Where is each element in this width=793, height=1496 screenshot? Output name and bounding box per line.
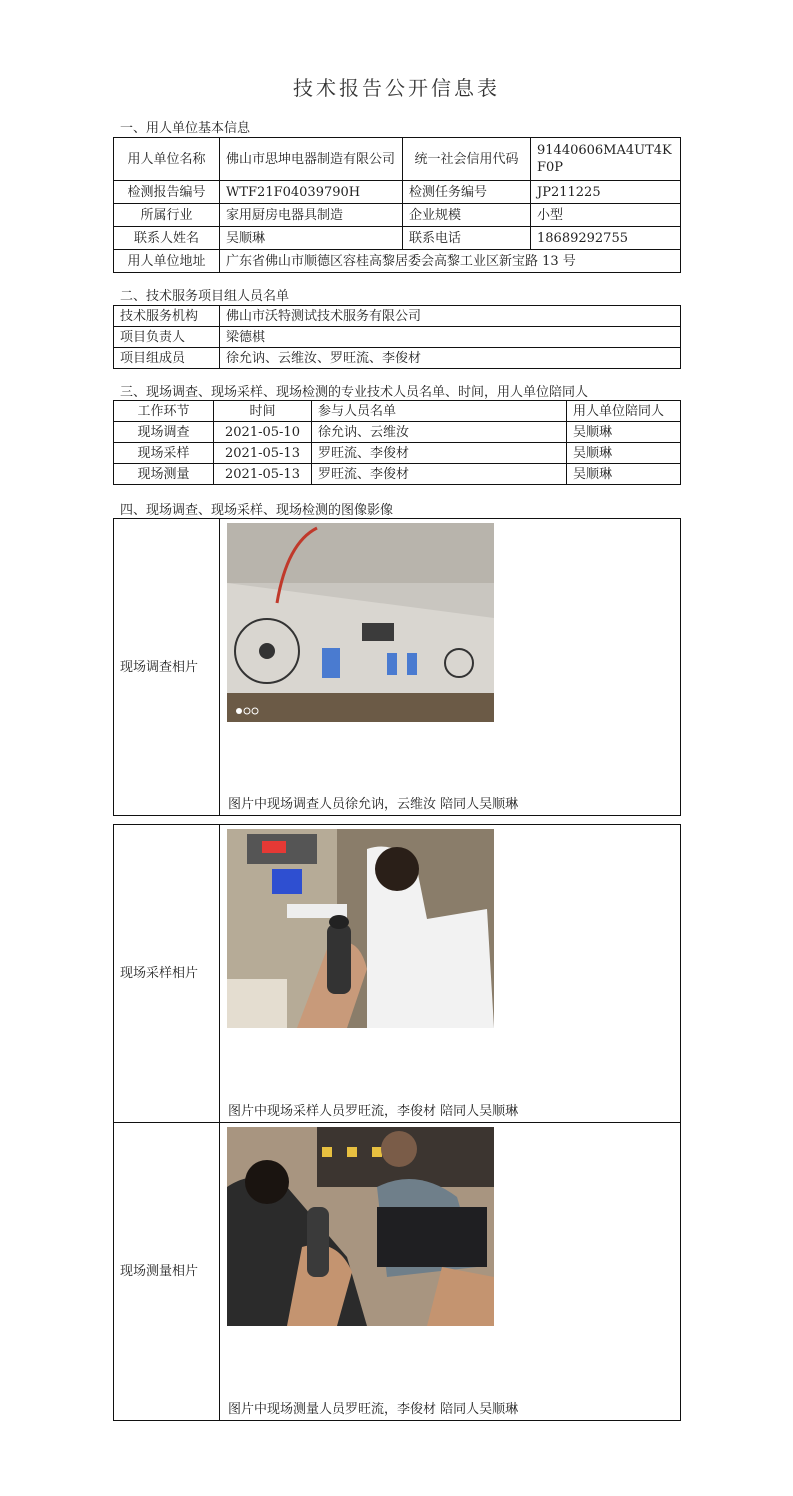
company-label: 用人单位名称 <box>114 138 220 181</box>
photo-cell <box>220 1123 681 1421</box>
scale-label: 企业规模 <box>403 204 531 227</box>
phone-label: 联系电话 <box>403 227 531 250</box>
lead-label: 项目负责人 <box>114 327 220 348</box>
measurement-photo <box>227 1127 494 1326</box>
task-label: 检测任务编号 <box>403 181 531 204</box>
photo-caption: 图片中现场采样人员罗旺流，李俊材 陪同人吴顺琳 <box>228 1104 519 1119</box>
table-row <box>114 464 681 485</box>
section-heading-team: 二、技术服务项目组人员名单 <box>120 289 290 304</box>
credit-value: 91440606MA4UT4KF0P <box>531 138 681 181</box>
lead-value: 梁德棋 <box>220 327 681 348</box>
photo-cell <box>220 825 681 1123</box>
members-label: 项目组成员 <box>114 348 220 369</box>
survey-photo <box>227 523 494 722</box>
section-heading-schedule: 三、现场调查、现场采样、现场检测的专业技术人员名单、时间，用人单位陪同人 <box>120 385 589 400</box>
photo-caption: 图片中现场测量人员罗旺流，李俊材 陪同人吴顺琳 <box>228 1402 519 1417</box>
page-title: 技术报告公开信息表 <box>293 76 500 100</box>
basic-info-table <box>113 137 681 273</box>
table-row <box>114 422 681 443</box>
schedule-header-people: 参与人员名单 <box>312 401 567 422</box>
org-label: 技术服务机构 <box>114 306 220 327</box>
schedule-people: 罗旺流、李俊材 <box>312 443 567 464</box>
photo-table-survey <box>113 518 681 816</box>
schedule-time: 2021-05-13 <box>214 443 312 464</box>
industry-value: 家用厨房电器具制造 <box>220 204 403 227</box>
photo-label: 现场测量相片 <box>114 1123 220 1421</box>
scale-value: 小型 <box>531 204 681 227</box>
schedule-time: 2021-05-10 <box>214 422 312 443</box>
section-heading-photos: 四、现场调查、现场采样、现场检测的图像影像 <box>120 503 394 518</box>
schedule-escort: 吴顺琳 <box>567 422 681 443</box>
industry-label: 所属行业 <box>114 204 220 227</box>
phone-value: 18689292755 <box>531 227 681 250</box>
report-value: WTF21F04039790H <box>220 181 403 204</box>
org-value: 佛山市沃特测试技术服务有限公司 <box>220 306 681 327</box>
company-value: 佛山市思坤电器制造有限公司 <box>220 138 403 181</box>
contact-value: 吴顺琳 <box>220 227 403 250</box>
report-label: 检测报告编号 <box>114 181 220 204</box>
schedule-stage: 现场采样 <box>114 443 214 464</box>
photo-label: 现场采样相片 <box>114 825 220 1123</box>
schedule-stage: 现场调查 <box>114 422 214 443</box>
schedule-escort: 吴顺琳 <box>567 464 681 485</box>
schedule-header-time: 时间 <box>214 401 312 422</box>
schedule-people: 罗旺流、李俊材 <box>312 464 567 485</box>
address-value: 广东省佛山市顺德区容桂高黎居委会高黎工业区新宝路 13 号 <box>220 250 681 273</box>
schedule-header-stage: 工作环节 <box>114 401 214 422</box>
task-value: JP211225 <box>531 181 681 204</box>
table-row <box>114 443 681 464</box>
schedule-time: 2021-05-13 <box>214 464 312 485</box>
team-table <box>113 305 681 369</box>
contact-label: 联系人姓名 <box>114 227 220 250</box>
schedule-header-escort: 用人单位陪同人 <box>567 401 681 422</box>
photo-table-sampling <box>113 824 681 1421</box>
schedule-stage: 现场测量 <box>114 464 214 485</box>
schedule-table <box>113 400 681 485</box>
photo-cell <box>220 519 681 816</box>
photo-label: 现场调查相片 <box>114 519 220 816</box>
photo-caption: 图片中现场调查人员徐允讷，云维汝 陪同人吴顺琳 <box>228 797 519 812</box>
address-label: 用人单位地址 <box>114 250 220 273</box>
section-heading-basic: 一、用人单位基本信息 <box>120 121 251 136</box>
schedule-escort: 吴顺琳 <box>567 443 681 464</box>
sampling-photo <box>227 829 494 1028</box>
schedule-people: 徐允讷、云维汝 <box>312 422 567 443</box>
members-value: 徐允讷、云维汝、罗旺流、李俊材 <box>220 348 681 369</box>
credit-label: 统一社会信用代码 <box>403 138 531 181</box>
